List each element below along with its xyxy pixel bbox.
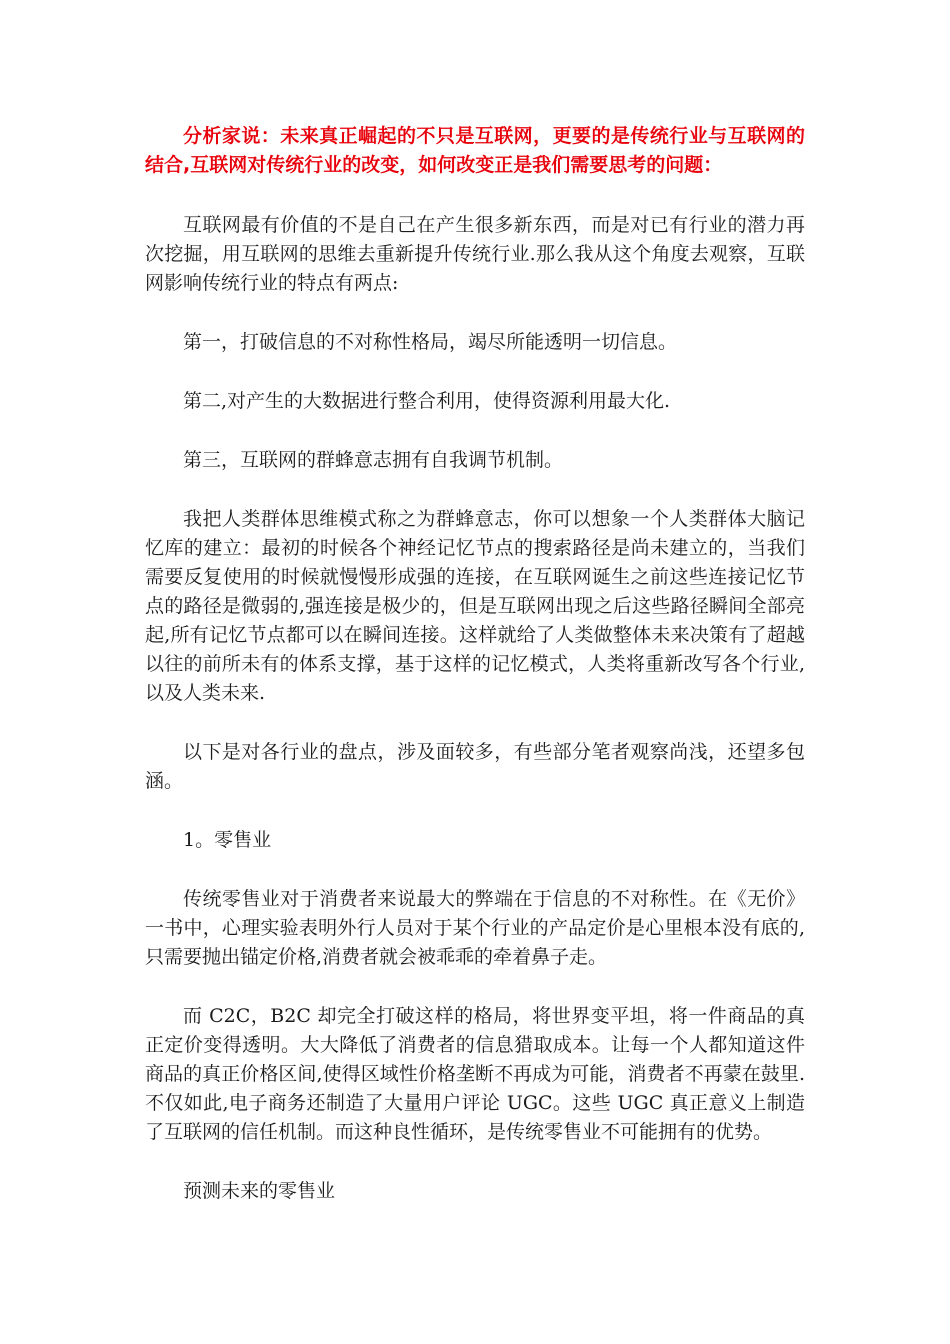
section-heading-retail: 1。零售业 [183,829,272,851]
paragraph-intro: 互联网最有价值的不是自己在产生很多新东西，而是对已有行业的潜力再次挖掘，用互联网的思维去重新提升传统行业.那么我从这个角度去观察，互联网影响传统行业的特点有两点: [145,214,805,294]
paragraph-ecommerce: 而 C2C，B2C 却完全打破这样的格局，将世界变平坦，将一件商品的真正定价变得透明。大大降低了消费者的信息猎取成本。让每一个人都知道这件商品的真正价格区间,使得区域性价格垄断不再成为可能，消费者不再蒙在鼓里.不仅如此,电子商务还制造了大量用户评论 UGC。这些 UGC 真正意义上制造了互联网的信任机制。而这种良性循环，是传统零售业不可能拥有的优势。 [145,1005,805,1143]
document-page [145,122,805,1206]
paragraph-swarm-will: 我把人类群体思维模式称之为群蜂意志，你可以想象一个人类群体大脑记忆库的建立：最初的时候各个神经记忆节点的搜索路径是尚未建立的，当我们需要反复使用的时候就慢慢形成强的连接，在互联网诞生之前这些连接记忆节点的路径是微弱的,强连接是极少的，但是互联网出现之后这些路径瞬间全部亮起,所有记忆节点都可以在瞬间连接。这样就给了人类做整体未来决策有了超越以往的前所未有的体系支撑，基于这样的记忆模式，人类将重新改写各个行业,以及人类未来. [145,508,805,704]
paragraph-future-retail: 预测未来的零售业 [183,1180,336,1202]
paragraph-industry-review: 以下是对各行业的盘点，涉及面较多，有些部分笔者观察尚浅，还望多包涵。 [145,741,805,792]
paragraph-point-1: 第一，打破信息的不对称性格局，竭尽所能透明一切信息。 [183,331,678,353]
paragraph-point-3: 第三，互联网的群蜂意志拥有自我调节机制。 [183,449,564,471]
paragraph-traditional-retail: 传统零售业对于消费者来说最大的弊端在于信息的不对称性。在《无价》一书中，心理实验表明外行人员对于某个行业的产品定价是心里根本没有底的,只需要抛出锚定价格,消费者就会被乖乖的牵着鼻子走。 [145,888,805,968]
paragraph-point-2: 第二,对产生的大数据进行整合利用，使得资源利用最大化. [183,390,671,412]
headline: 分析家说：未来真正崛起的不只是互联网，更要的是传统行业与互联网的结合,互联网对传统行业的改变，如何改变正是我们需要思考的问题： [145,125,805,176]
